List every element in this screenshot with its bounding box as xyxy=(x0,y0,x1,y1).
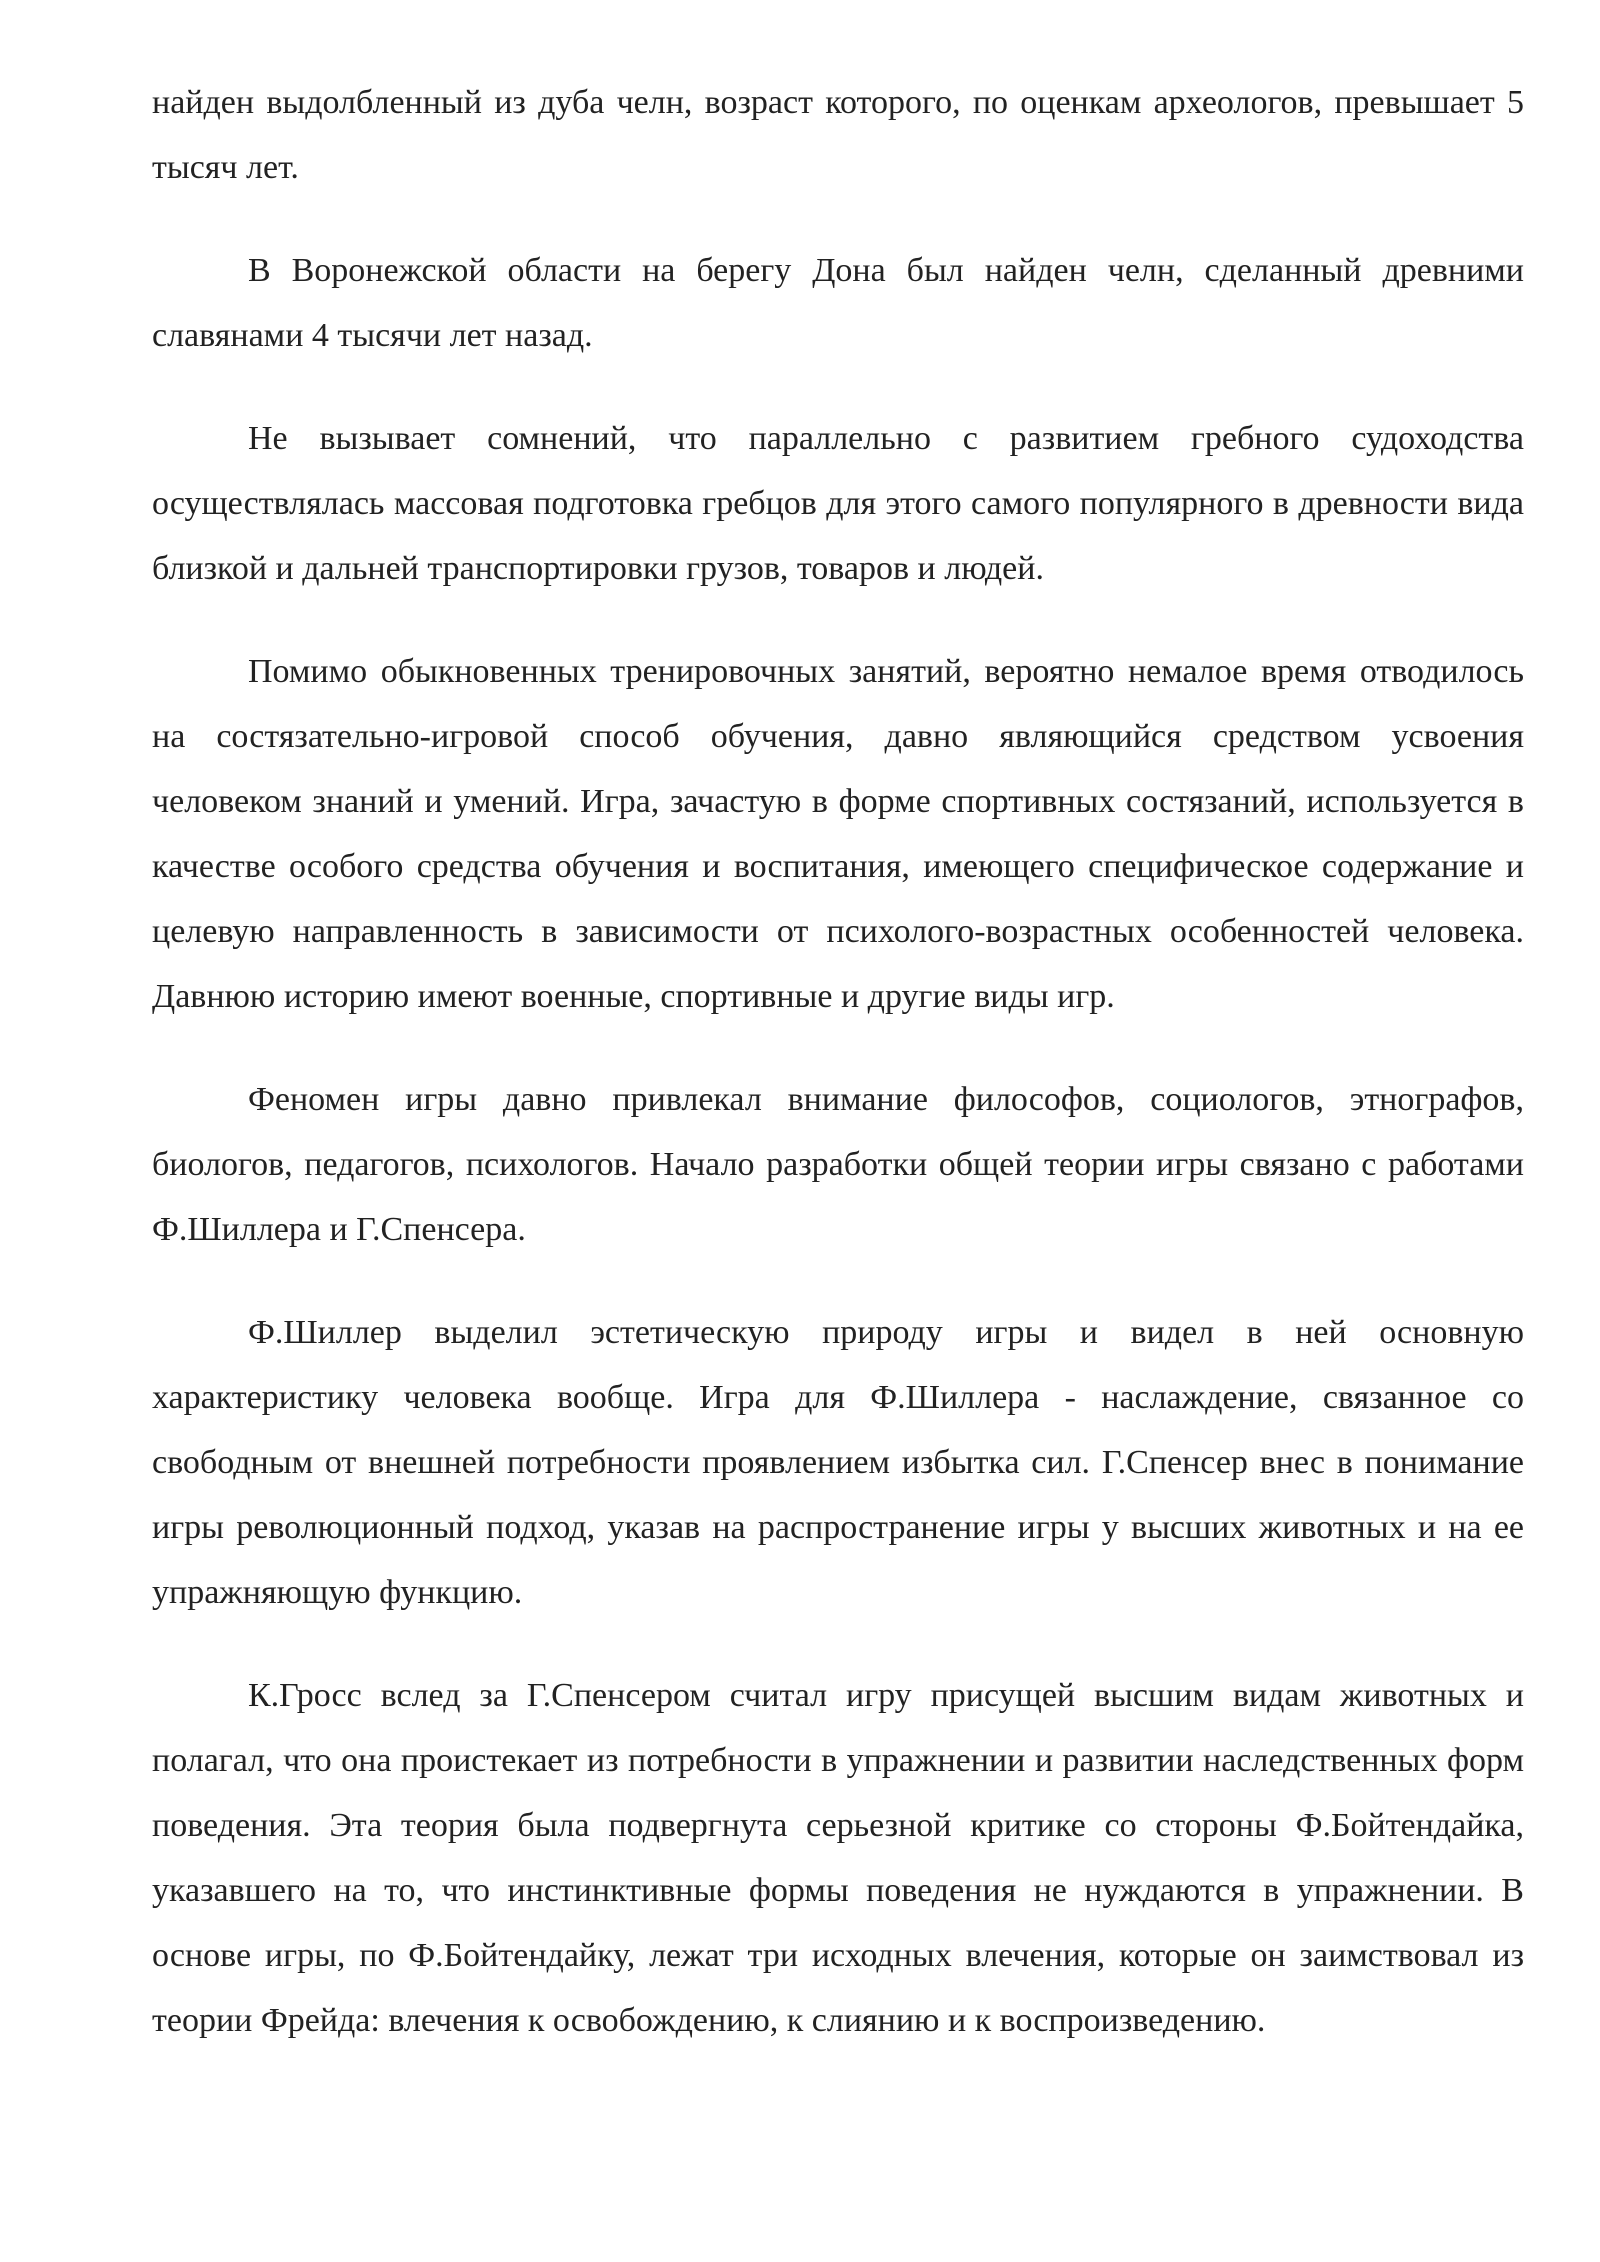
paragraph-6: Ф.Шиллер выделил эстетическую природу игры и видел в ней основную характеристику человека вообще. Игра для Ф.Шиллера - наслаждение, связанное со свободным от внешней потребности проявлением избытка сил. Г.Спенсер внес в понимание игры революционный подход, указав на распространение игры у высших животных и на ее упражняющую функцию. xyxy=(152,1314,1524,1611)
paragraph-1: найден выдолбленный из дуба челн, возраст которого, по оценкам археологов, превышает 5 тысяч лет. xyxy=(152,84,1524,186)
paragraph-3: Не вызывает сомнений, что параллельно с развитием гребного судоходства осуществлялась массовая подготовка гребцов для этого самого популярного в древности вида близкой и дальней транспортировки грузов, товаров и людей. xyxy=(152,420,1524,587)
paragraph-5: Феномен игры давно привлекал внимание философов, социологов, этнографов, биологов, педагогов, психологов. Начало разработки общей теории игры связано с работами Ф.Шиллера и Г.Спенсера. xyxy=(152,1081,1524,1248)
document-page xyxy=(152,70,1524,2091)
paragraph-4: Помимо обыкновенных тренировочных занятий, вероятно немалое время отводилось на состязательно-игровой способ обучения, давно являющийся средством усвоения человеком знаний и умений. Игра, зачастую в форме спортивных состязаний, используется в качестве особого средства обучения и воспитания, имеющего специфическое содержание и целевую направленность в зависимости от психолого-возрастных особенностей человека. Давнюю историю имеют военные, спортивные и другие виды игр. xyxy=(152,653,1524,1015)
paragraph-7: К.Гросс вслед за Г.Спенсером считал игру присущей высшим видам животных и полагал, что она проистекает из потребности в упражнении и развитии наследственных форм поведения. Эта теория была подвергнута серьезной критике со стороны Ф.Бойтендайка, указавшего на то, что инстинктивные формы поведения не нуждаются в упражнении. В основе игры, по Ф.Бойтендайку, лежат три исходных влечения, которые он заимствовал из теории Фрейда: влечения к освобождению, к слиянию и к воспроизведению. xyxy=(152,1677,1524,2039)
paragraph-2: В Воронежской области на берегу Дона был найден челн, сделанный древними славянами 4 тысячи лет назад. xyxy=(152,252,1524,354)
